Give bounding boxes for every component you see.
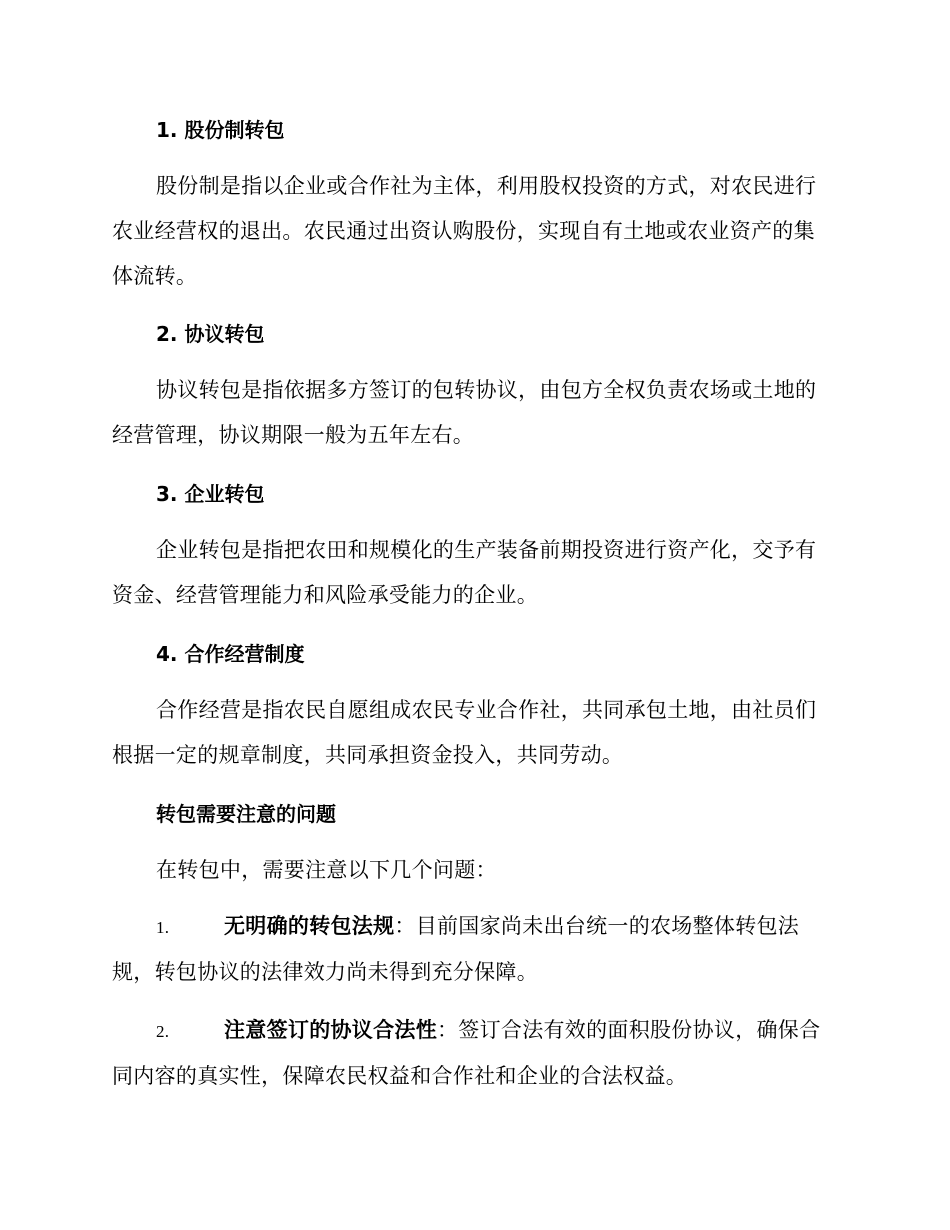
issues-heading: 转包需要注意的问题	[156, 802, 336, 826]
issues-intro: 在转包中，需要注意以下几个问题：	[156, 858, 497, 882]
list-item-text: ：签订合法有效的面积股份协议，确保合同内容的真实性，保障农民权益和合作社和企业的合法权益。	[112, 1018, 821, 1088]
list-item-text: ：目前国家尚未出台统一的农场整体转包法规，转包协议的法律效力尚未得到充分保障。	[112, 914, 800, 984]
list-item-term: 无明确的转包法规	[224, 914, 395, 938]
section-heading-cooperative: 4. 合作经营制度	[156, 642, 305, 666]
list-item-term: 注意签订的协议合法性	[224, 1018, 437, 1042]
list-item-number: 1.	[156, 918, 170, 937]
section-body-cooperative: 合作经营是指农民自愿组成农民专业合作社，共同承包土地，由社员们根据一定的规章制度，共同承担资金投入，共同劳动。	[112, 698, 817, 767]
list-item-number: 2.	[156, 1022, 170, 1041]
section-heading-agreement: 2. 协议转包	[156, 322, 265, 346]
section-body-enterprise: 企业转包是指把农田和规模化的生产装备前期投资进行资产化，交予有资金、经营管理能力和风险承受能力的企业。	[112, 538, 817, 607]
list-item	[112, 1008, 832, 1099]
section-body-shareholding: 股份制是指以企业或合作社为主体，利用股权投资的方式，对农民进行农业经营权的退出。农民通过出资认购股份，实现自有土地或农业资产的集体流转。	[112, 174, 817, 288]
list-item	[112, 904, 832, 995]
section-body-agreement: 协议转包是指依据多方签订的包转协议，由包方全权负责农场或土地的经营管理，协议期限一般为五年左右。	[112, 378, 817, 447]
section-heading-shareholding: 1. 股份制转包	[156, 118, 285, 142]
section-heading-enterprise: 3. 企业转包	[156, 482, 265, 506]
